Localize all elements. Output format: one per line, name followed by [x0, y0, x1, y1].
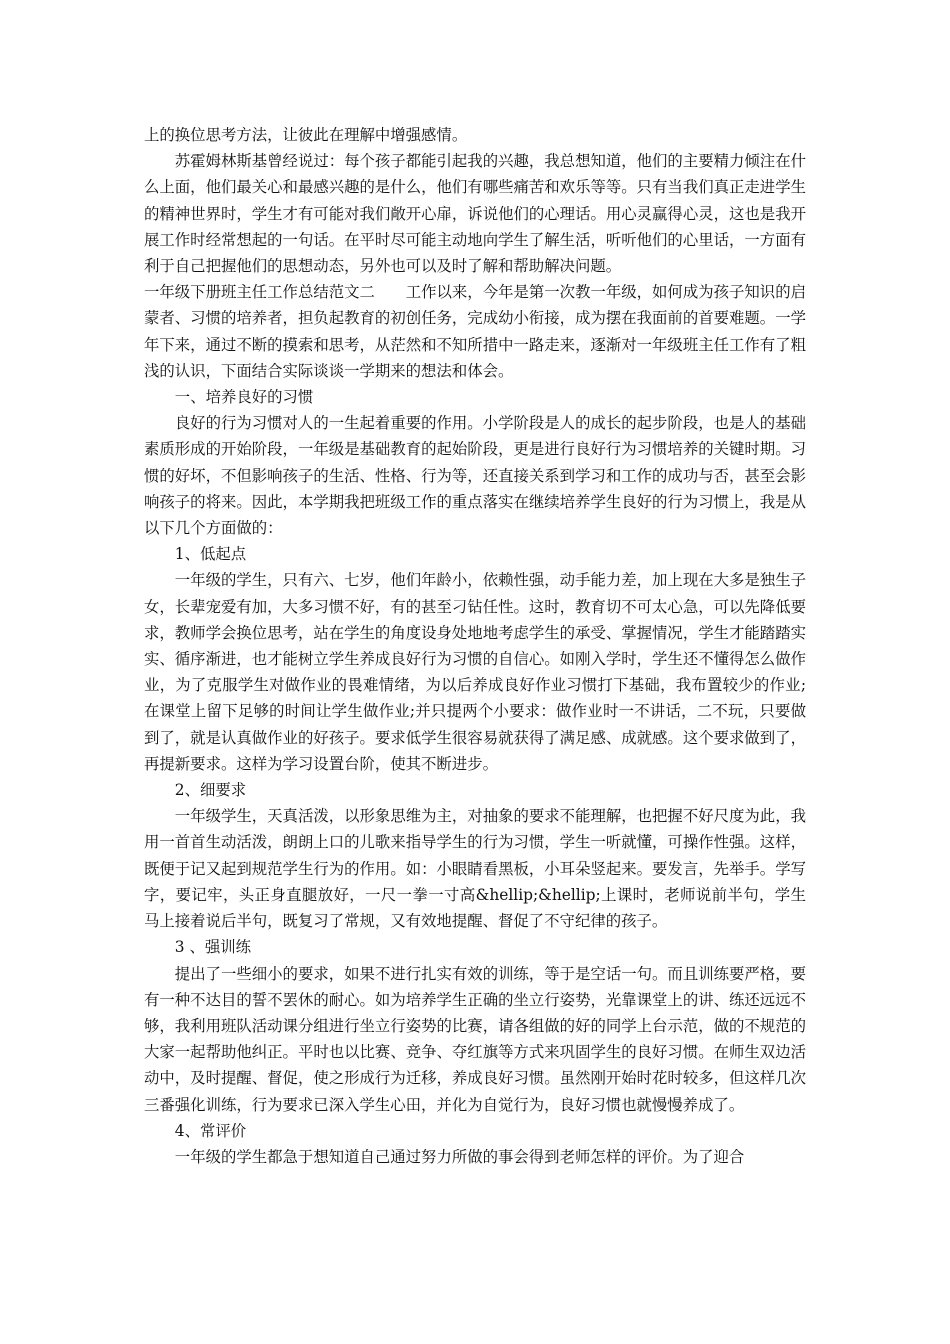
paragraph-suhomlinsky: 苏霍姆林斯基曾经说过：每个孩子都能引起我的兴趣，我总想知道，他们的主要精力倾注在什么上面，他们最关心和最感兴趣的是什么，他们有哪些痛苦和欢乐等等。只有当我们真正走进学生的精神世界时，学生才有可能对我们敞开心扉，诉说他们的心理话。用心灵赢得心灵，这也是我开展工作时经常想起的一句话。在平时尽可能主动地向学生了解生活，听听他们的心里话，一方面有利于自己把握他们的思想动态，另外也可以及时了解和帮助解决问题。 — [144, 152, 806, 276]
paragraph-strong-training: 提出了一些细小的要求，如果不进行扎实有效的训练，等于是空话一句。而且训练要严格，要有一种不达目的誓不罢休的耐心。如为培养学生正确的坐立行姿势，光靠课堂上的讲、练还远远不够，我利用班队活动课分组进行坐立行姿势的比赛，请各组做的好的同学上台示范，做的不规范的大家一起帮助他纠正。平时也以比赛、竞争、夺红旗等方式来巩固学生的良好习惯。在师生双边活动中，及时提醒、督促，使之形成行为迁移，养成良好习惯。虽然刚开始时花时较多，但这样几次三番强化训练，行为要求已深入学生心田，并化为自觉行为，良好习惯也就慢慢养成了。 — [144, 964, 806, 1114]
paragraph-habits: 良好的行为习惯对人的一生起着重要的作用。小学阶段是人的成长的起步阶段，也是人的基础素质形成的开始阶段，一年级是基础教育的起始阶段，更是进行良好行为习惯培养的关键时期。习惯的好坏，不但影响孩子的生活、性格、行为等，还直接关系到学习和工作的成功与否，甚至会影响孩子的将来。因此，本学期我把班级工作的重点落实在继续培养学生良好的行为习惯上，我是从以下几个方面做的： — [144, 414, 806, 538]
document-page — [144, 122, 806, 1170]
paragraph-low-start: 一年级的学生，只有六、七岁，他们年龄小，依赖性强，动手能力差，加上现在大多是独生子女，长辈宠爱有加，大多习惯不好，有的甚至刁钻任性。这时，教育切不可太心急，可以先降低要求，教师学会换位思考，站在学生的角度设身处地地考虑学生的承受、掌握情况，学生才能踏踏实实、循序渐进，也才能树立学生养成良好行为习惯的自信心。如刚入学时，学生还不懂得怎么做作业，为了克服学生对做作业的畏难情绪，为以后养成良好作业习惯打下基础，我布置较少的作业;在课堂上留下足够的时间让学生做作业;并只提两个小要求：做作业时一不讲话，二不玩，只要做到了，就是认真做作业的好孩子。要求低学生很容易就获得了满足感、成就感。这个要求做到了，再提新要求。这样为学习设置台阶，使其不断进步。 — [144, 571, 806, 773]
subheading-frequent-evaluation: 4、常评价 — [174, 1121, 247, 1140]
paragraph-sample-two-intro: 一年级下册班主任工作总结范文二 工作以来，今年是第一次教一年级，如何成为孩子知识的启蒙者、习惯的培养者，担负起教育的初创任务，完成幼小衔接，成为摆在我面前的首要难题。一学年下来，通过不断的摸索和思考，从茫然和不知所措中一路走来，逐渐对一年级班主任工作有了粗浅的认识，下面结合实际谈谈一学期来的想法和体会。 — [144, 283, 806, 380]
subheading-strong-training: 3 、强训练 — [174, 938, 252, 957]
paragraph-intro-fragment: 上的换位思考方法，让彼此在理解中增强感情。 — [144, 126, 468, 144]
section-heading-habits: 一、培养良好的习惯 — [174, 388, 314, 407]
paragraph-frequent-evaluation: 一年级的学生都急于想知道自己通过努力所做的事会得到老师怎样的评价。为了迎合 — [174, 1147, 745, 1166]
subheading-detailed-requirements: 2、细要求 — [174, 781, 247, 800]
subheading-low-start: 1、低起点 — [174, 545, 247, 564]
paragraph-detailed-requirements: 一年级学生，天真活泼，以形象思维为主，对抽象的要求不能理解，也把握不好尺度为此，我用一首首生动活泼，朗朗上口的儿歌来指导学生的行为习惯，学生一听就懂，可操作性强。这样，既便于记又起到规范学生行为的作用。如：小眼睛看黑板，小耳朵竖起来。要发言，先举手。学写字，要记牢，头正身直腿放好，一尺一拳一寸高&hellip;&hellip;上课时，老师说前半句，学生马上接着说后半句，既复习了常规，又有效地提醒、督促了不守纪律的孩子。 — [144, 807, 806, 931]
